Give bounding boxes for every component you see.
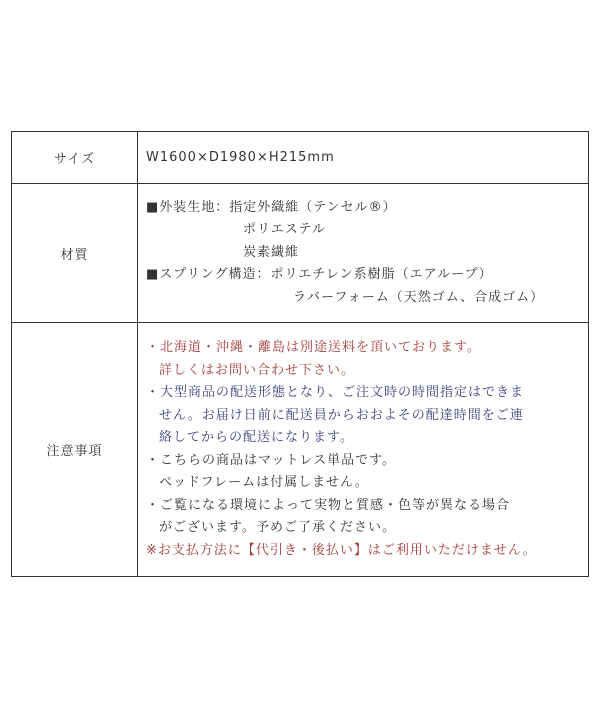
material-line-polyester: ポリエステル [243,222,326,238]
material-label: 材質 [12,184,138,323]
material-line-outer-fabric: ■外装生地：指定外織維（テンセル®） [146,199,397,215]
material-line-carbon-fiber: 炭素繊維 [243,244,300,260]
note-shipping-fee: ・北海道・沖縄・離島は別途送料を頂いております。 [146,340,481,355]
note-payment-method: ※お支払方法に【代引き・後払い】はご利用いただけません。 [146,542,537,558]
note-no-bed-frame: ベッドフレームは付属しません。 [159,475,369,490]
notes-value [138,323,589,577]
note-color-difference: ・ご覧になる環境によって実物と質感・色等が異なる場合 [146,497,511,513]
material-line-spring-structure: ■スプリング構造：ポリエチレン系樹脂（エアループ） [146,267,493,283]
note-color-difference-cont: がございます。予めご了承ください。 [159,520,396,535]
material-row [12,184,589,323]
size-value: W1600×D1980×H215mm [138,132,589,184]
notes-label: 注意事項 [12,323,138,577]
material-line-rubber-foam: ラバーフォーム（天然ゴム、合成ゴム） [293,289,545,305]
notes-row [12,323,589,577]
note-delivery-time-cont-2: 絡してからの配送になります。 [159,430,354,445]
note-delivery-time-cont-1: せん。お届け日前に配送員からおおよその配達時間をご連 [159,407,524,423]
spec-table [11,131,589,577]
material-value [138,184,589,323]
note-shipping-fee-inquiry: 詳しくはお問い合わせ下さい。 [159,362,356,378]
note-mattress-only: ・こちらの商品はマットレス単品です。 [146,452,397,468]
size-row [12,132,589,184]
note-delivery-time: ・大型商品の配送形態となり、ご注文時の時間指定はできま [146,385,525,400]
size-label: サイズ [12,132,138,184]
